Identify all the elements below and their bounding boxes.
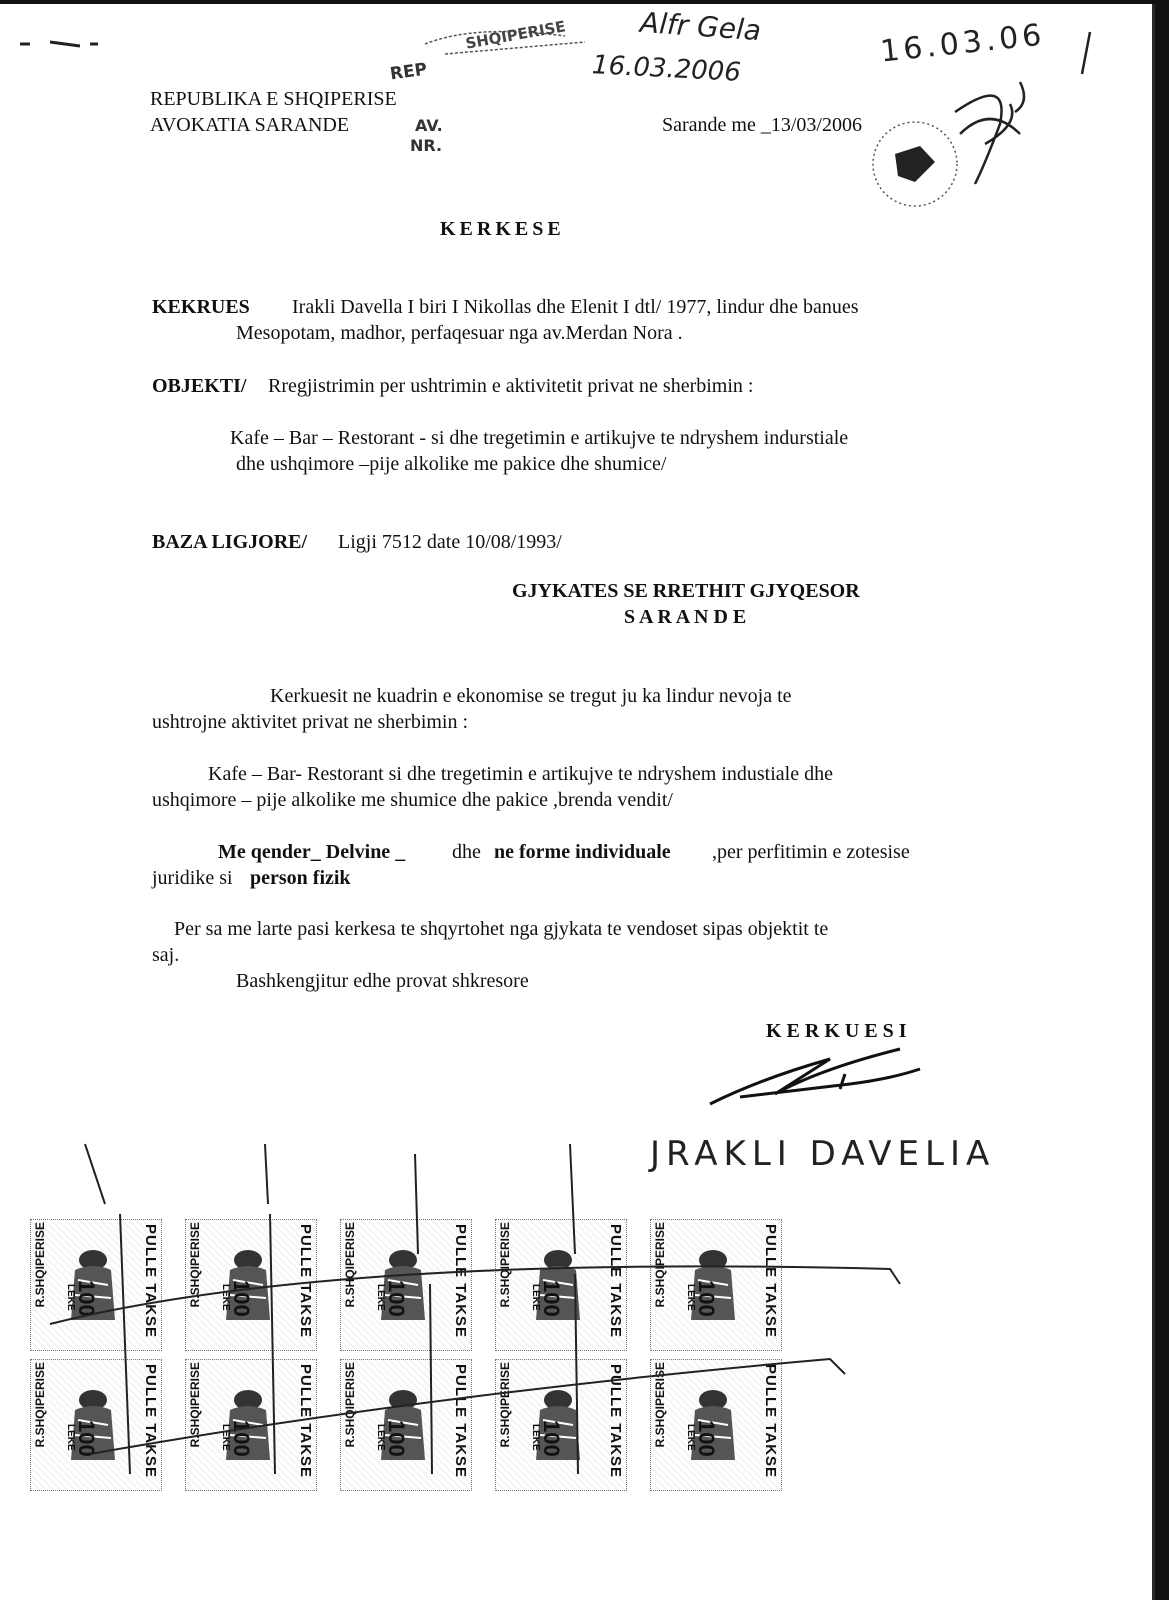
tax-stamp-currency: LEKE xyxy=(65,1424,76,1451)
tax-stamp-label: PULLE TAKSE xyxy=(452,1364,469,1479)
place-date: Sarande me _13/03/2006 xyxy=(662,114,862,136)
kekrues-line-2: Mesopotam, madhor, perfaqesuar nga av.Merdan Nora . xyxy=(236,322,683,344)
tax-stamp-value: 100 xyxy=(384,1280,409,1317)
office-heading: AVOKATIA SARANDE xyxy=(150,114,350,136)
document-title: KERKESE xyxy=(440,218,565,240)
tax-stamp-country: R.SHQIPERISE xyxy=(343,1222,357,1308)
tax-stamp-country: R.SHQIPERISE xyxy=(653,1222,667,1308)
tax-stamp-currency: LEKE xyxy=(65,1284,76,1311)
stamp-text-country: SHQIPERISE xyxy=(464,17,567,53)
tax-stamp-label: PULLE TAKSE xyxy=(297,1364,314,1479)
tax-stamp-label: PULLE TAKSE xyxy=(142,1364,159,1479)
body-p4-line-1: Per sa me larte pasi kerkesa te shqyrtohet nga gjykata te vendoset sipas objektit te xyxy=(174,918,829,940)
stamp-text-av: AV. xyxy=(415,116,443,135)
document-page xyxy=(0,4,1155,1600)
stamp-text-rep: REP xyxy=(388,59,429,85)
baza-label: BAZA LIGJORE/ xyxy=(152,531,308,553)
body-p5: Bashkengjitur edhe provat shkresore xyxy=(236,970,529,992)
tax-stamp-currency: LEKE xyxy=(375,1284,386,1311)
tax-stamp-country: R.SHQIPERISE xyxy=(343,1362,357,1448)
handwritten-date-right: 16.03.06 xyxy=(878,17,1047,70)
body-p3-seat: Me qender_ Delvine _ xyxy=(218,841,406,863)
tax-stamp-value: 100 xyxy=(74,1420,99,1457)
tax-stamp-country: R.SHQIPERISE xyxy=(498,1222,512,1308)
tax-stamp-currency: LEKE xyxy=(375,1424,386,1451)
tax-stamp-country: R.SHQIPERISE xyxy=(188,1362,202,1448)
body-p1-line-1: Kerkuesit ne kuadrin e ekonomise se tregut ju ka lindur nevoja te xyxy=(270,685,792,707)
body-p3-rest: ,per perfitimin e zotesise xyxy=(712,841,910,863)
tax-stamp-label: PULLE TAKSE xyxy=(297,1224,314,1339)
tax-stamp-label: PULLE TAKSE xyxy=(452,1224,469,1339)
tax-stamp-label: PULLE TAKSE xyxy=(142,1224,159,1339)
tax-stamp-country: R.SHQIPERISE xyxy=(33,1362,47,1448)
tax-stamp-value: 100 xyxy=(229,1420,254,1457)
handwritten-name-top: Alfr Gela xyxy=(638,5,763,48)
tax-stamp-label: PULLE TAKSE xyxy=(762,1364,779,1479)
body-p2-line-1: Kafe – Bar- Restorant si dhe tregetimin e artikujve te ndryshem industiale dhe xyxy=(208,763,833,785)
body-p2-line-2: ushqimore – pije alkolike me shumice dhe pakice ,brenda vendit/ xyxy=(152,789,673,811)
handwritten-date-center: 16.03.2006 xyxy=(591,50,742,88)
tax-stamp-country: R.SHQIPERISE xyxy=(188,1222,202,1308)
body-p1-line-2: ushtrojne aktivitet privat ne sherbimin : xyxy=(152,711,469,733)
baza-text: Ligji 7512 date 10/08/1993/ xyxy=(338,531,562,553)
tax-stamp-value: 100 xyxy=(694,1420,719,1457)
tax-stamp-value: 100 xyxy=(539,1420,564,1457)
body-p3b-plain: juridike si xyxy=(152,867,233,889)
objekti-label: OBJEKTI/ xyxy=(152,375,247,397)
tax-stamp-country: R.SHQIPERISE xyxy=(498,1362,512,1448)
objekti-service-line-2: dhe ushqimore –pije alkolike me pakice dhe shumice/ xyxy=(236,453,667,475)
court-line-2: S A R A N D E xyxy=(624,606,747,628)
tax-stamp-value: 100 xyxy=(229,1280,254,1317)
tax-stamp-cancel-lines xyxy=(30,1134,910,1494)
kekrues-line-1: Irakli Davella I biri I Nikollas dhe Elenit I dtl/ 1977, lindur dhe banues xyxy=(292,296,859,318)
tax-stamp-value: 100 xyxy=(694,1280,719,1317)
body-p3b-person: person fizik xyxy=(250,867,351,889)
signature-mark xyxy=(700,1039,940,1119)
stamp-text-nr: NR. xyxy=(410,136,443,155)
objekti-service-line-1: Kafe – Bar – Restorant - si dhe tregetimin e artikujve te ndryshem indurstiale xyxy=(230,427,849,449)
tax-stamp-value: 100 xyxy=(539,1280,564,1317)
tax-stamp-currency: LEKE xyxy=(220,1424,231,1451)
tax-stamp-currency: LEKE xyxy=(685,1424,696,1451)
kekrues-label: KEKRUES xyxy=(152,296,250,318)
top-marks xyxy=(0,4,1150,234)
tax-stamp-label: PULLE TAKSE xyxy=(607,1224,624,1339)
signature-label: K E R K U E S I xyxy=(766,1020,907,1042)
tax-stamp-value: 100 xyxy=(74,1280,99,1317)
body-p4-line-2: saj. xyxy=(152,944,180,966)
body-p3-and: dhe xyxy=(452,841,481,863)
tax-stamp-label: PULLE TAKSE xyxy=(762,1224,779,1339)
tax-stamp-currency: LEKE xyxy=(685,1284,696,1311)
court-line-1: GJYKATES SE RRETHIT GJYQESOR xyxy=(512,580,860,602)
tax-stamp-value: 100 xyxy=(384,1420,409,1457)
tax-stamp-currency: LEKE xyxy=(530,1424,541,1451)
tax-stamp-currency: LEKE xyxy=(530,1284,541,1311)
republic-heading: REPUBLIKA E SHQIPERISE xyxy=(150,88,397,110)
tax-stamp-currency: LEKE xyxy=(220,1284,231,1311)
tax-stamp-country: R.SHQIPERISE xyxy=(653,1362,667,1448)
body-p3-form: ne forme individuale xyxy=(494,841,671,863)
tax-stamp-label: PULLE TAKSE xyxy=(607,1364,624,1479)
objekti-text: Rregjistrimin per ushtrimin e aktivitetit privat ne sherbimin : xyxy=(268,375,754,397)
tax-stamp-country: R.SHQIPERISE xyxy=(33,1222,47,1308)
handwritten-signature-name: JRAKLI DAVELIA xyxy=(650,1134,996,1174)
